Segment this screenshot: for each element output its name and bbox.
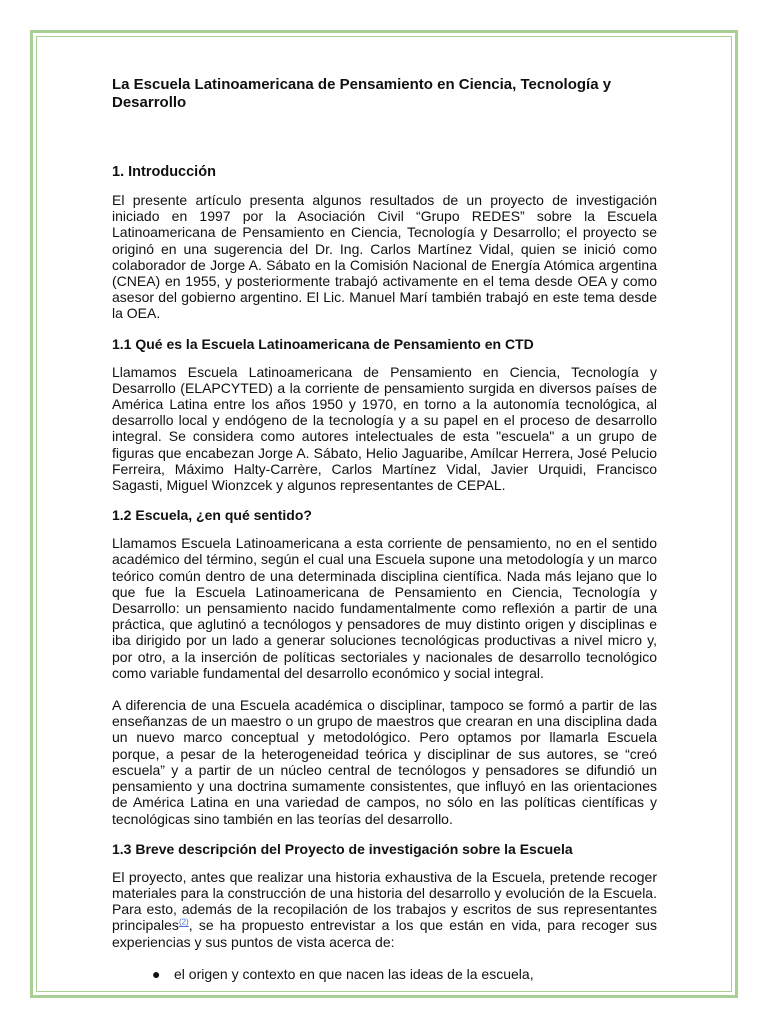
section-heading-introduccion: 1. Introducción	[112, 164, 216, 180]
bullet-icon: ●	[152, 965, 161, 982]
list-item-text: el origen y contexto en que nacen las ideas de la escuela,	[174, 965, 534, 982]
paragraph-escuela-sentido-1: Llamamos Escuela Latinoamericana a esta corriente de pensamiento, no en el sentido académico del término, según el cual una Escuela supone una metodología y un marco teórico común dentro de una determinada disciplina científica. Nada más lejano que lo que fue la Escuela Latinoamericana de Pensamiento en Ciencia, Tecnología y Desarrollo: un pensamiento nacido fundamentalmente como reflexión a partir de una práctica, que aglutinó a tecnólogos y pensadores de muy distinto origen y disciplinas e iba dirigido por un lado a generar soluciones tecnológicas productivas a nivel micro y, por otro, a la inserción de políticas sectoriales y nacionales de desarrollo tecnológico como variable fundamental del desarrollo económico y social integral.	[112, 535, 657, 681]
paragraph-proyecto-part-1: El proyecto, antes que realizar una historia exhaustiva de la Escuela, pretende recoger materiales para la construcción de una historia del desarrollo y evolución de la Escuela. Para esto, además de la recopilación de los trabajos y escritos de sus representantes principales	[112, 868, 657, 934]
list-item	[112, 966, 657, 982]
paragraph-escuela-sentido-2: A diferencia de una Escuela académica o disciplinar, tampoco se formó a partir de las enseñanzas de un maestro o un grupo de maestros que crearan en una disciplina dada un nuevo marco conceptual y metodológico. Pero optamos por llamarla Escuela porque, a pesar de la heterogeneidad teórica y disciplinar de sus autores, se “creó escuela” y a partir de un núcleo central de tecnólogos y pensadores se difundió un pensamiento y una doctrina sumamente consistentes, que influyó en las orientaciones de América Latina en una variedad de campos, no sólo en las políticas científicas y tecnológicas sino también en las teorías del desarrollo.	[112, 697, 657, 827]
document-title: La Escuela Latinoamericana de Pensamiento en Ciencia, Tecnología y Desarrollo	[112, 76, 612, 111]
section-heading-escuela-sentido: 1.2 Escuela, ¿en qué sentido?	[112, 507, 312, 524]
bullet-list	[112, 966, 657, 982]
paragraph-introduccion: El presente artículo presenta algunos resultados de un proyecto de investigación iniciado en 1997 por la Asociación Civil “Grupo REDES” sobre la Escuela Latinoamericana de Pensamiento en Ciencia, Tecnología y Desarrollo; el proyecto se originó en una sugerencia del Dr. Ing. Carlos Martínez Vidal, quien se inició como colaborador de Jorge A. Sábato en la Comisión Nacional de Energía Atómica argentina (CNEA) en 1955, y posteriormente trabajó activamente en el tema desde OEA y como asesor del gobierno argentino. El Lic. Manuel Marí también trabajó en este tema desde la OEA.	[112, 192, 657, 322]
paragraph-proyecto	[112, 869, 657, 950]
paragraph-que-es: Llamamos Escuela Latinoamericana de Pensamiento en Ciencia, Tecnología y Desarrollo (ELAPCYTED) a la corriente de pensamiento surgida en diversos países de América Latina entre los años 1950 y 1970, en torno a la autonomía tecnológica, al desarrollo local y endógeno de la tecnología y a su papel en el proceso de desarrollo integral. Se considera como autores intelectuales de esta "escuela" a un grupo de figuras que encabezan Jorge A. Sábato, Helio Jaguaribe, Amílcar Herrera, José Pelucio Ferreira, Máximo Halty-Carrère, Carlos Martínez Vidal, Javier Urquidi, Francisco Sagasti, Miguel Wionzcek y algunos representantes de CEPAL.	[112, 363, 657, 494]
section-heading-que-es: 1.1 Qué es la Escuela Latinoamericana de Pensamiento en CTD	[112, 335, 534, 352]
footnote-reference-link[interactable]: (2)	[178, 917, 189, 927]
section-heading-proyecto: 1.3 Breve descripción del Proyecto de investigación sobre la Escuela	[112, 840, 573, 857]
document-body	[112, 76, 657, 982]
paragraph-proyecto-part-2: , se ha propuesto entrevistar a los que están en vida, para recoger sus experiencias y sus puntos de vista acerca de:	[112, 917, 657, 950]
